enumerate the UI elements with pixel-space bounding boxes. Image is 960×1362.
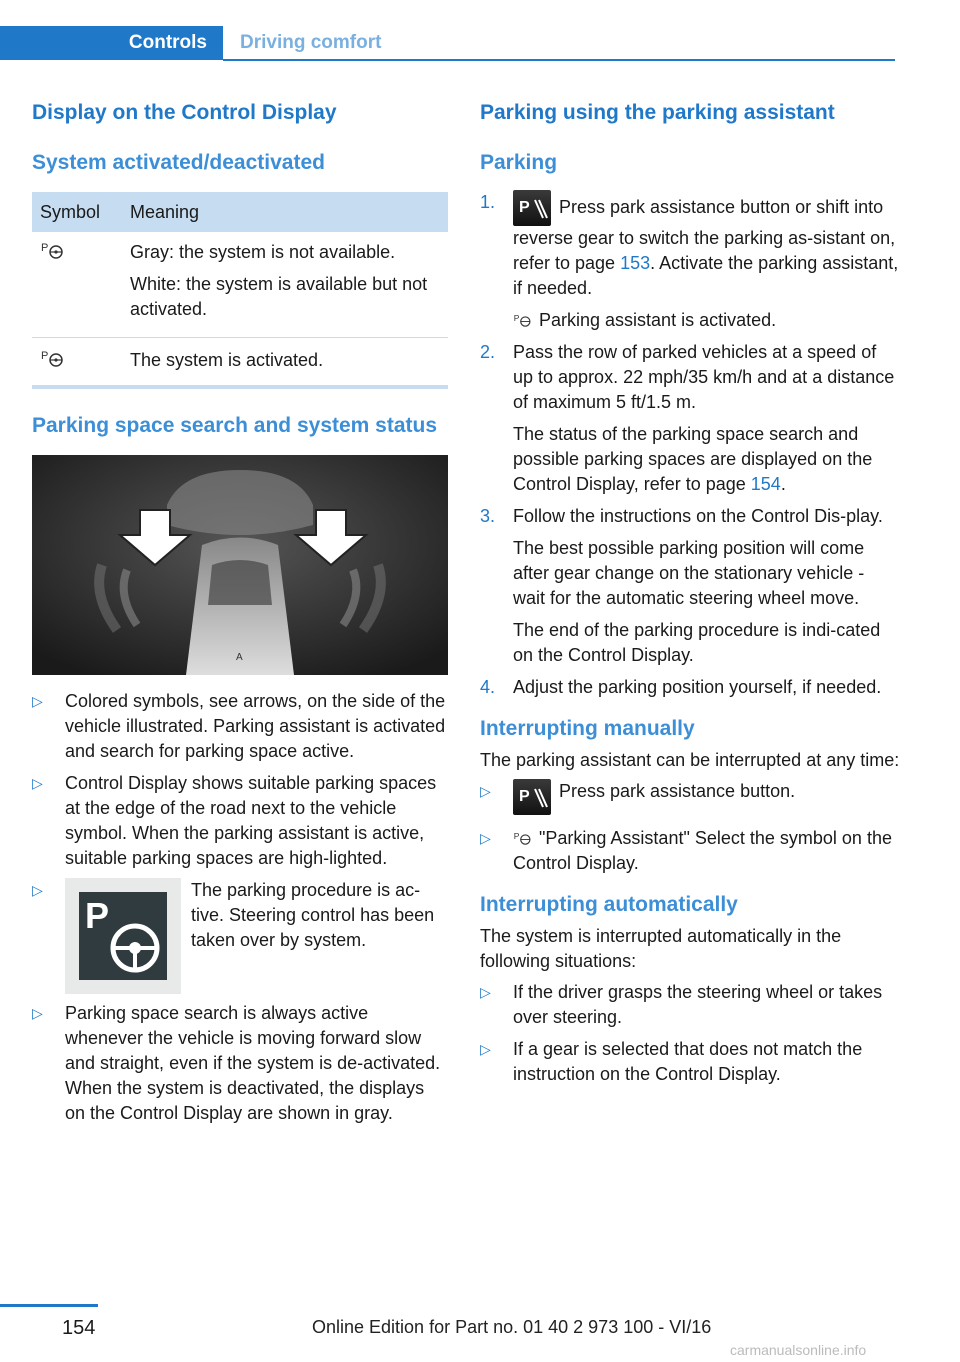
page-number: 154 xyxy=(62,1317,96,1339)
list-item: ▷ P Press park assistance button. xyxy=(480,779,900,819)
svg-text:P: P xyxy=(519,199,530,216)
triangle-bullet-icon: ▷ xyxy=(480,783,491,799)
auto-bullets xyxy=(480,980,900,1087)
list-item: 2. Pass the row of parked vehicles at a speed of up to approx. 22 mph/35 km/h and at a distance of maximum 5 ft/1.5 m. The status of the parking space search and possible parking spaces are displayed on the Control Display, refer to page 154. xyxy=(480,340,900,497)
list-item: ▷ P The parking procedure is ac-tive. Steering control has been taken over by system. xyxy=(32,878,448,994)
parking-assistant-icon xyxy=(40,240,66,260)
step-sub: The end of the parking procedure is indi-cated on the Control Display. xyxy=(513,620,881,665)
list-item: 3. Follow the instructions on the Control Dis-play. The best possible parking position will come after gear change on the stationary vehicle - wait for the automatic steering wheel move. The end of the parking procedure is indi-cated on the Control Display. xyxy=(480,504,900,668)
tab-driving-comfort[interactable]: Driving comfort xyxy=(240,32,382,53)
heading-parking-assistant: Parking using the parking assistant xyxy=(480,101,835,124)
list-item: ▷ Control Display shows suitable parking spaces at the edge of the road next to the vehicle symbol. When the parking assistant is active, suitable parking spaces are high-lighted. xyxy=(32,773,437,868)
step-number: 1. xyxy=(480,192,496,212)
header-rule xyxy=(223,59,895,61)
edition-text: Online Edition for Part no. 01 40 2 973 100 - VI/16 xyxy=(312,1317,712,1337)
triangle-bullet-icon: ▷ xyxy=(32,882,43,898)
symbol-table xyxy=(32,192,448,389)
list-item: ▷ P "Parking Assistant" Select the symbol on the Control Display. xyxy=(480,828,892,873)
heading-interrupt-auto: Interrupting automatically xyxy=(480,893,738,916)
park-assist-button-icon xyxy=(513,779,551,815)
parking-assistant-icon xyxy=(513,312,533,328)
svg-text:P: P xyxy=(519,788,530,805)
meaning-white: White: the system is available but not activated. xyxy=(130,274,428,319)
triangle-bullet-icon: ▷ xyxy=(32,693,43,709)
svg-text:P: P xyxy=(85,895,110,936)
triangle-bullet-icon: ▷ xyxy=(480,984,491,1000)
step-number: 3. xyxy=(480,506,496,526)
heading-system: System activated/deactivated xyxy=(32,151,325,174)
step-number: 2. xyxy=(480,342,496,362)
header-bar xyxy=(0,0,895,62)
svg-text:A: A xyxy=(236,652,243,663)
auto-intro: The system is interrupted automatically in the following situations: xyxy=(480,926,842,971)
meaning-cell xyxy=(122,232,448,338)
col-meaning: Meaning xyxy=(122,192,448,232)
list-item: ▷ If a gear is selected that does not match the instruction on the Control Display. xyxy=(480,1039,863,1084)
left-column xyxy=(32,100,448,1133)
tab-controls[interactable]: Controls xyxy=(0,26,223,60)
footer-rule xyxy=(0,1304,98,1307)
steering-symbol-icon xyxy=(65,878,181,994)
symbol-cell xyxy=(32,232,122,338)
watermark: carmanualsonline.info xyxy=(730,1342,867,1358)
step-sub: P Parking assistant is activated. xyxy=(513,310,777,330)
step-sub: The best possible parking position will come after gear change on the stationary vehicle - wait for the automatic steering wheel move. xyxy=(513,538,865,608)
right-column xyxy=(480,100,900,1094)
status-bullets xyxy=(32,689,448,1126)
symbol-cell xyxy=(32,338,122,388)
parking-illustration xyxy=(32,455,448,675)
heading-search: Parking space search and system status xyxy=(32,414,438,437)
page-ref-154[interactable]: 154 xyxy=(750,474,781,494)
list-item: ▷ If the driver grasps the steering wheel or takes over steering. xyxy=(480,982,883,1027)
manual-bullets xyxy=(480,779,900,876)
triangle-bullet-icon: ▷ xyxy=(32,775,43,791)
heading-parking: Parking xyxy=(480,151,558,174)
heading-interrupt-manual: Interrupting manually xyxy=(480,717,695,740)
svg-text:P: P xyxy=(41,242,49,254)
svg-text:P: P xyxy=(513,830,520,841)
col-symbol: Symbol xyxy=(32,192,122,232)
list-item: 1. P Press park assistance button or shift into reverse gear to switch the parking as-sistant on, refer to page 153. Activate the parking assistant, if needed. P Parking assistant is activated. xyxy=(480,190,900,333)
steps-list xyxy=(480,190,900,700)
page-ref-153[interactable]: 153 xyxy=(620,253,651,273)
parking-assistant-icon xyxy=(513,830,533,846)
meaning-gray: Gray: the system is not available. xyxy=(130,242,396,262)
triangle-bullet-icon: ▷ xyxy=(480,1041,491,1057)
control-display-image xyxy=(32,455,448,675)
triangle-bullet-icon: ▷ xyxy=(480,830,491,846)
park-assist-button-icon xyxy=(513,190,551,226)
step-number: 4. xyxy=(480,677,496,697)
parking-assistant-active-icon xyxy=(40,348,66,368)
meaning-cell: The system is activated. xyxy=(122,338,448,388)
svg-text:P: P xyxy=(513,312,520,323)
list-item: ▷ Parking space search is always active whenever the vehicle is moving forward slow and straight, even if the system is de-activated. When the system is deactivated, the displays on the Control Display are shown in gray. xyxy=(32,1003,441,1123)
triangle-bullet-icon: ▷ xyxy=(32,1005,43,1021)
heading-display: Display on the Control Display xyxy=(32,101,337,124)
svg-text:P: P xyxy=(41,350,49,362)
list-item: ▷ Colored symbols, see arrows, on the side of the vehicle illustrated. Parking assistant is activated and search for parking space active. xyxy=(32,691,446,761)
step-sub: The status of the parking space search and possible parking spaces are displayed on the Control Display, refer to page 154. xyxy=(513,424,873,494)
manual-intro: The parking assistant can be interrupted at any time: xyxy=(480,750,900,770)
list-item: 4. Adjust the parking position yourself, if needed. xyxy=(480,675,900,700)
